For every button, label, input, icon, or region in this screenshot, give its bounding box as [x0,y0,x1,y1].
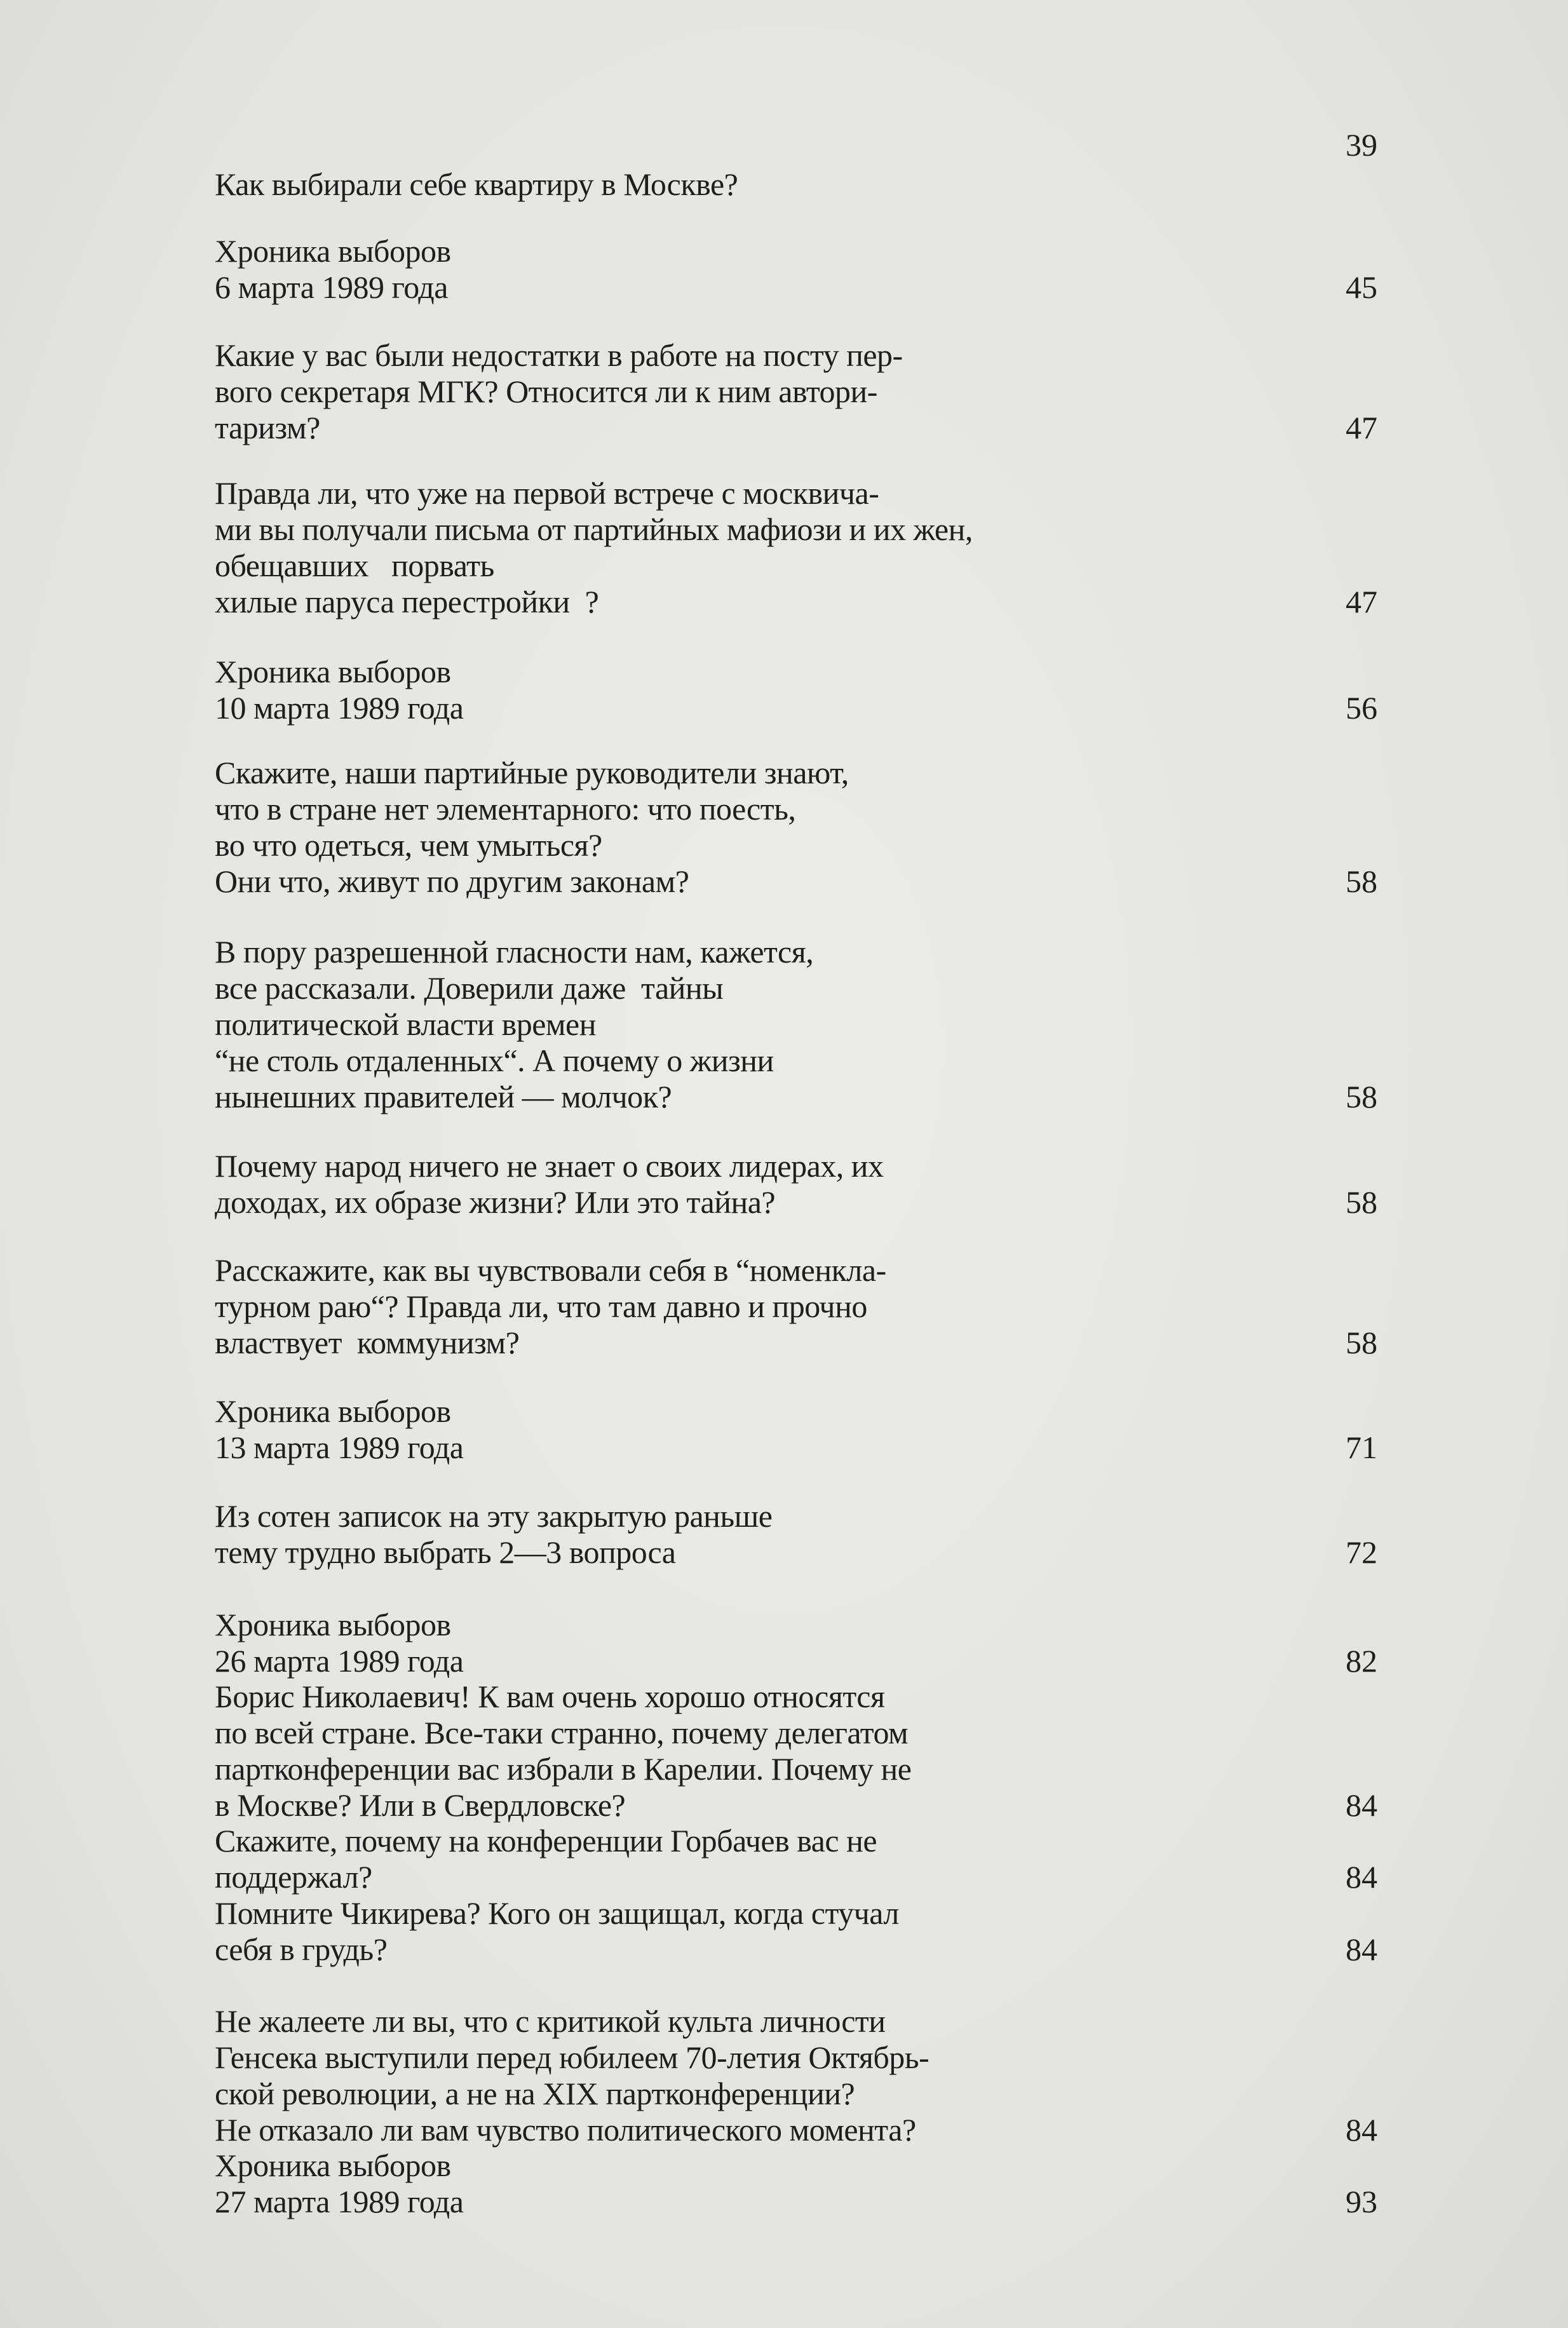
entry-line: в Москве? Или в Свердловске? [215,1787,626,1823]
entry-line: вого секретаря МГК? Относится ли к ним автори- [215,374,877,409]
continued-page-number: 39 [1346,127,1377,163]
entry-line: Из сотен записок на эту закрытую раньше [215,1498,773,1534]
toc-entry-chronicle [215,1607,1377,1679]
entry-line: обещавших порвать [215,548,494,583]
page-number: 84 [1346,1932,1377,1967]
toc-entry-chronicle [215,654,1377,726]
entry-line: политической власти времен [215,1006,596,1042]
entry-line: по всей стране. Все-таки странно, почему делегатом [215,1715,909,1750]
entry-line: доходах, их образе жизни? Или это тайна? [215,1184,776,1220]
entry-line: таризм? [215,410,320,445]
entry-line: Не жалеете ли вы, что с критикой культа личности [215,2003,886,2039]
entry-line: 27 марта 1989 года [215,2184,464,2219]
entry-line: ской революции, а не на XIX партконференции? [215,2076,855,2111]
entry-line: Расскажите, как вы чувствовали себя в “номенкла- [215,1252,886,1288]
entry-line: ми вы получали письма от партийных мафиози и их жен, [215,511,973,547]
entry-line: Какие у вас были недостатки в работе на посту пер- [215,337,903,373]
toc-entry-chronicle [215,2148,1377,2220]
page-number: 58 [1346,1325,1377,1360]
entry-line: Не отказало ли вам чувство политического момента? [215,2112,916,2148]
page-number: 56 [1346,690,1377,726]
entry-line: Борис Николаевич! К вам очень хорошо относятся [215,1679,885,1714]
entry-line: властвует коммунизм? [215,1325,520,1360]
toc-entry-chronicle [215,1393,1377,1466]
page-number: 84 [1346,1859,1377,1895]
entry-line: во что одеться, чем умыться? [215,827,602,863]
toc-entry [215,1498,1377,1571]
entry-line: Как выбирали себе квартиру в Москве? [215,166,738,202]
toc-entry [215,166,1377,203]
entry-line: Они что, живут по другим законам? [215,863,689,899]
entry-line: все рассказали. Доверили даже тайны [215,970,724,1006]
page-number: 45 [1346,269,1377,305]
entry-line: турном раю“? Правда ли, что там давно и прочно [215,1289,867,1324]
page-number: 84 [1346,1787,1377,1823]
entry-line: Хроника выборов [215,1607,451,1642]
entry-line: “не столь отдаленных“. А почему о жизни [215,1043,774,1078]
toc-entry [215,475,1377,620]
entry-line: Правда ли, что уже на первой встрече с москвича- [215,475,879,511]
toc-entry [215,1148,1377,1221]
entry-line: хилые паруса перестройки ? [215,584,599,619]
toc-entry [215,1895,1377,1968]
entry-line: 13 марта 1989 года [215,1430,464,1465]
page-number: 82 [1346,1643,1377,1679]
entry-line: нынешних правителей — молчок? [215,1079,672,1114]
toc-entry [215,1823,1377,1895]
entry-line: В пору разрешенной гласности нам, кажется, [215,934,814,970]
page-number: 47 [1346,410,1377,445]
page-number: 93 [1346,2184,1377,2219]
page-number: 58 [1346,1184,1377,1220]
toc-entry [215,2003,1377,2148]
toc-entry [215,1679,1377,1824]
toc-entry [215,934,1377,1115]
page-number: 47 [1346,584,1377,619]
entry-line: Скажите, почему на конференции Горбачев вас не [215,1823,877,1858]
entry-line: что в стране нет элементарного: что поесть, [215,791,796,827]
page-number: 58 [1346,863,1377,899]
entry-line: себя в грудь? [215,1932,388,1967]
entry-line: 26 марта 1989 года [215,1643,464,1679]
entry-line: Генсека выступили перед юбилеем 70-летия Октябрь- [215,2040,929,2075]
entry-line: 6 марта 1989 года [215,269,448,305]
entry-line: Скажите, наши партийные руководители знают, [215,755,849,790]
toc-entry-chronicle [215,233,1377,306]
entry-line: Хроника выборов [215,1393,451,1429]
entry-line: Хроника выборов [215,2148,451,2183]
toc-entry [215,337,1377,446]
page-number: 58 [1346,1079,1377,1114]
entry-line: Хроника выборов [215,654,451,689]
page-number: 72 [1346,1534,1377,1570]
toc-entry [215,755,1377,900]
entry-line: Почему народ ничего не знает о своих лидерах, их [215,1148,884,1184]
entry-line: тему трудно выбрать 2—3 вопроса [215,1534,676,1570]
page-number: 71 [1346,1430,1377,1465]
toc-entry [215,1252,1377,1361]
entry-line: Помните Чикирева? Кого он защищал, когда стучал [215,1895,899,1931]
entry-line: Хроника выборов [215,233,451,269]
page-number: 84 [1346,2112,1377,2148]
entry-line: 10 марта 1989 года [215,690,464,726]
entry-line: поддержал? [215,1859,372,1895]
entry-line: партконференции вас избрали в Карелии. Почему не [215,1751,912,1787]
